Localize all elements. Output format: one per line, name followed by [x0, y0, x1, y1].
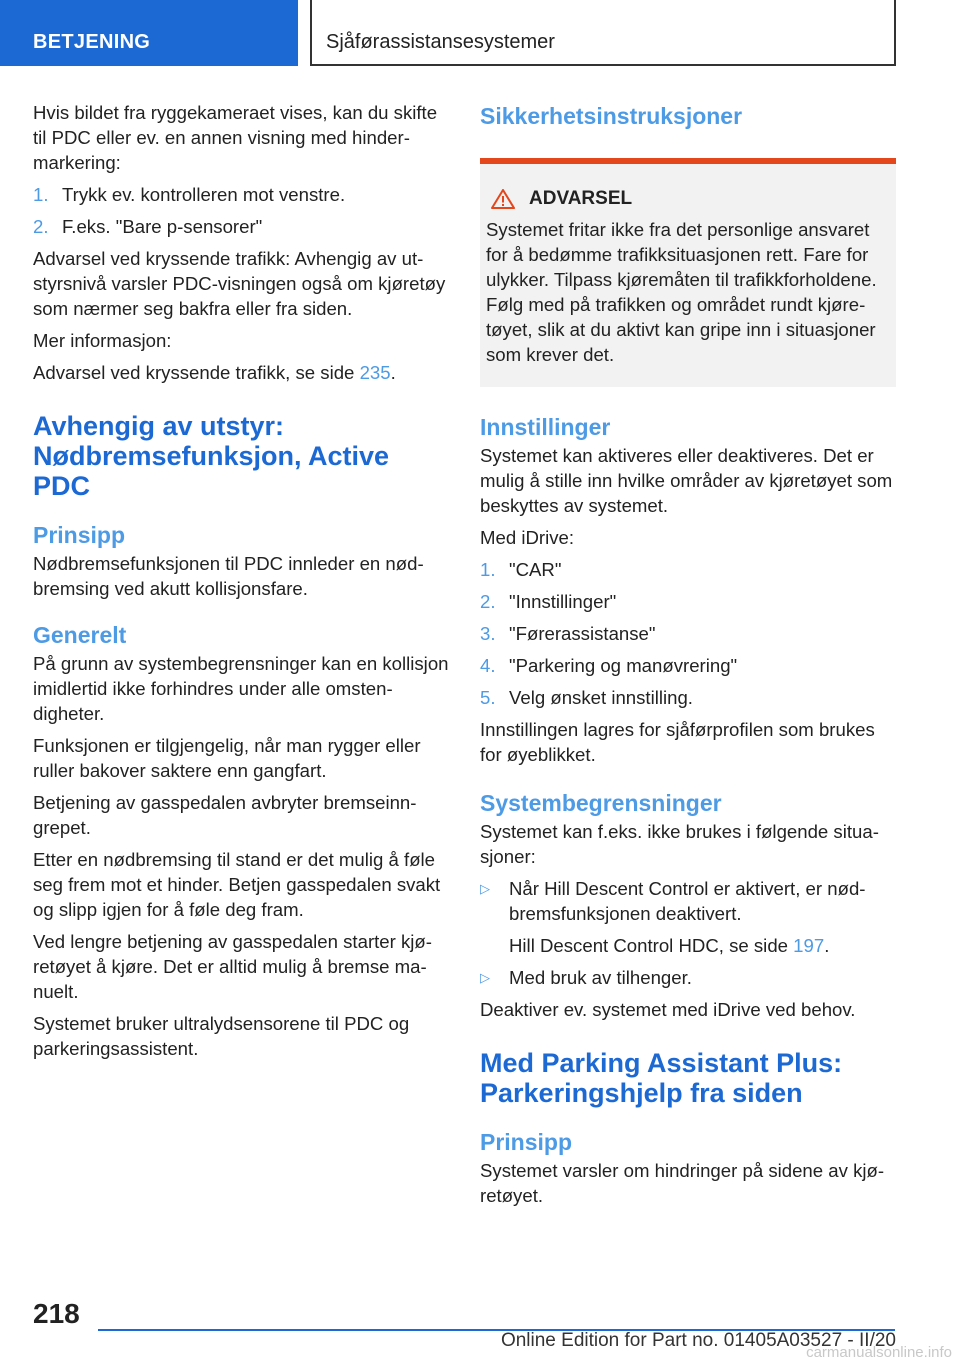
list-item	[480, 589, 896, 614]
list-text: "Innstillinger"	[509, 591, 617, 612]
warning-triangle-icon	[491, 189, 515, 209]
list-item	[480, 621, 896, 646]
reference-text: Hill Descent Control HDC, se side	[509, 935, 794, 956]
deactivate-paragraph: Deaktiver ev. systemet med iDrive ved behov.	[480, 999, 856, 1020]
left-column	[33, 100, 449, 1068]
bullet-text: Når Hill Descent Control er aktivert, er nødbremsfunksjonen deaktivert.	[509, 878, 866, 924]
warning-box	[480, 158, 896, 387]
list-number: 3.	[480, 623, 496, 644]
edition-note: Online Edition for Part no. 01405A03527 - II/20	[500, 1330, 896, 1351]
list-item	[480, 557, 896, 582]
reference-text: Advarsel ved kryssende trafikk, se side	[33, 362, 360, 383]
list-number: 5.	[480, 687, 496, 708]
general-paragraph: På grunn av systembegrensninger kan en kollisjon imidlertid ikke forhindres under alle omstendigheter.	[33, 653, 449, 724]
page-link-235[interactable]: 235	[359, 362, 391, 383]
limits-heading: Systembegrensninger	[480, 790, 722, 816]
parking-principle-paragraph: Systemet varsler om hindringer på sidene av kjøretøyet.	[480, 1160, 885, 1206]
principle-paragraph: Nødbremsefunksjonen til PDC innleder en nødbremsing ved akutt kollisjonsfare.	[33, 553, 424, 599]
intro-paragraph: Hvis bildet fra ryggekameraet vises, kan du skifte til PDC eller ev. en annen visning med hindermarkering:	[33, 102, 438, 173]
list-number: 1.	[33, 184, 49, 205]
list-text: Velg ønsket innstilling.	[509, 687, 693, 708]
bullet-text: Med bruk av tilhenger.	[509, 967, 692, 988]
settings-saved-paragraph: Innstillingen lagres for sjåførprofilen som brukes for øyeblikket.	[480, 719, 875, 765]
bullet-arrow-icon: ▷	[480, 970, 490, 985]
principle-heading: Prinsipp	[33, 522, 126, 548]
page-number: 218	[33, 1298, 80, 1329]
list-number: 2.	[480, 591, 496, 612]
list-item	[33, 182, 449, 207]
settings-steps-list	[480, 557, 896, 710]
more-info-label: Mer informasjon:	[33, 330, 172, 351]
general-heading: Generelt	[33, 622, 127, 648]
limits-paragraph: Systemet kan f.eks. ikke brukes i følgende situasjoner:	[480, 821, 879, 867]
warning-header	[486, 186, 890, 211]
list-text: "CAR"	[509, 559, 562, 580]
hdc-reference	[480, 933, 896, 958]
list-item	[480, 653, 896, 678]
list-number: 1.	[480, 559, 496, 580]
general-paragraph: Etter en nødbremsing til stand er det mulig å føle seg frem mot et hinder. Betjen gasspedalen svakt og slipp igjen for å føle deg fram.	[33, 849, 441, 920]
emergency-brake-heading: Avhengig av utstyr: Nødbremsefunksjon, Active PDC	[33, 411, 390, 501]
parking-principle-heading: Prinsipp	[480, 1129, 573, 1155]
reference-end: .	[824, 935, 830, 956]
bullet-arrow-icon: ▷	[480, 881, 490, 896]
bullet-item	[480, 876, 896, 926]
bullet-item	[480, 965, 896, 990]
parking-assistant-heading: Med Parking Assistant Plus: Parkeringshjelp fra siden	[480, 1048, 843, 1108]
watermark: carmanualsonline.info	[806, 1344, 952, 1361]
general-paragraph: Systemet bruker ultralydsensorene til PDC og parkeringsassistent.	[33, 1013, 410, 1059]
warning-text: Systemet fritar ikke fra det personlige ansvaret for å bedømme trafikksituasjonen rett. Fare for ulykker. Tilpass kjøremåten til trafikkforholdene. Følg med på trafikken og området rundt kjøretøyet, slik at du aktivt kan gripe inn i situasjoner som krever det.	[486, 219, 877, 365]
cross-traffic-reference	[33, 360, 449, 385]
chapter-title: Sjåførassistansesystemer	[310, 0, 896, 66]
list-item	[33, 214, 449, 239]
idrive-label: Med iDrive:	[480, 527, 575, 548]
section-tab: BETJENING	[0, 0, 298, 66]
list-number: 2.	[33, 216, 49, 237]
list-text: "Førerassistanse"	[509, 623, 656, 644]
safety-heading: Sikkerhetsinstruksjoner	[480, 103, 743, 129]
list-text: F.eks. "Bare p-sensorer"	[62, 216, 263, 237]
general-paragraph: Betjening av gasspedalen avbryter bremseinngrepet.	[33, 792, 417, 838]
view-steps-list	[33, 182, 449, 239]
warning-title: ADVARSEL	[529, 188, 633, 209]
reference-end: .	[390, 362, 396, 383]
settings-heading: Innstillinger	[480, 414, 611, 440]
page-header	[0, 0, 960, 66]
settings-paragraph: Systemet kan aktiveres eller deaktiveres. Det er mulig å stille inn hvilke områder av kjøretøyet som beskyttes av systemet.	[480, 445, 893, 516]
list-item	[480, 685, 896, 710]
list-text: Trykk ev. kontrolleren mot venstre.	[62, 184, 346, 205]
cross-traffic-paragraph: Advarsel ved kryssende trafikk: Avhengig av utstyrsnivå varsler PDC-visningen også om kjøretøy som nærmer seg bakfra eller fra siden.	[33, 248, 446, 319]
general-paragraph: Ved lengre betjening av gasspedalen starter kjøretøyet å kjøre. Det er alltid mulig å bremse manuelt.	[33, 931, 432, 1002]
list-number: 4.	[480, 655, 496, 676]
right-column	[480, 100, 896, 1215]
general-paragraph: Funksjonen er tilgjengelig, når man rygger eller ruller bakover saktere enn gangfart.	[33, 735, 421, 781]
page-link-197[interactable]: 197	[793, 935, 825, 956]
list-text: "Parkering og manøvrering"	[509, 655, 738, 676]
